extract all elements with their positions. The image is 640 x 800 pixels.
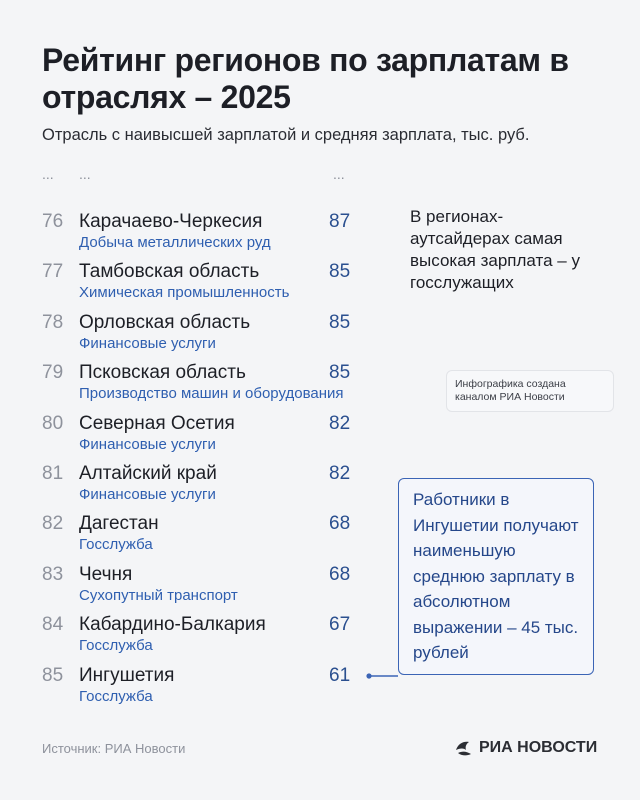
ranking-row <box>0 410 400 460</box>
region-name: Карачаево-Черкесия <box>79 211 263 232</box>
industry-name: Финансовые услуги <box>79 435 216 453</box>
rank-number: 79 <box>42 362 64 384</box>
page-title: Рейтинг регионов по зарплатам в отраслях – 2025 <box>42 42 569 115</box>
rank-number: 81 <box>42 463 64 484</box>
region-ellipsis: ... <box>79 166 91 182</box>
region-name: Ингушетия <box>79 664 175 686</box>
ranking-row <box>0 460 400 510</box>
ranking-row <box>0 561 400 611</box>
region-name: Северная Осетия <box>79 412 235 434</box>
page-subtitle: Отрасль с наивысшей зарплатой и средняя зарплата, тыс. руб. <box>42 126 530 144</box>
side-note: В регионах-аутсайдерах самая высокая зарплата – у госслужащих <box>410 207 580 292</box>
rank-number: 78 <box>42 311 64 333</box>
region-name: Орловская область <box>79 311 251 333</box>
ranking-row <box>0 662 400 712</box>
salary-value: 85 <box>329 261 351 283</box>
ranking-row <box>0 309 400 359</box>
callout-connector <box>366 671 398 681</box>
salary-value: 85 <box>329 362 351 384</box>
industry-name: Госслужба <box>79 536 153 554</box>
industry-name: Химическая промышленность <box>79 284 290 302</box>
rank-number: 82 <box>42 513 64 535</box>
salary-value: 87 <box>329 211 351 232</box>
region-name: Псковская область <box>79 362 246 384</box>
credit-note: Инфографика создана каналом РИА Новости <box>446 370 614 412</box>
rank-number: 85 <box>42 664 64 686</box>
industry-name: Финансовые услуги <box>79 334 216 352</box>
source-note: Источник: РИА Новости <box>42 741 186 756</box>
rank-number: 84 <box>42 614 64 636</box>
region-name: Дагестан <box>79 513 159 535</box>
salary-value: 85 <box>329 311 351 333</box>
salary-value: 61 <box>329 664 351 686</box>
ranking-row <box>0 359 400 409</box>
industry-name: Производство машин и оборудования <box>79 385 344 403</box>
brand-logo <box>454 738 597 758</box>
industry-name: Госслужба <box>79 637 153 655</box>
salary-value: 67 <box>329 614 351 636</box>
ranking-row <box>0 208 400 258</box>
rank-number: 83 <box>42 563 64 585</box>
industry-name: Добыча металлических руд <box>79 234 271 251</box>
industry-name: Финансовые услуги <box>79 486 216 503</box>
value-ellipsis: ... <box>333 166 345 182</box>
ingushetia-callout: Работники в Ингушетии получают наименьшую среднюю зарплату в абсолютном выражении – 45 тыс. рублей <box>398 478 594 675</box>
rank-number: 80 <box>42 412 64 434</box>
ria-logo-icon <box>454 738 474 758</box>
salary-value: 68 <box>329 563 351 585</box>
rank-number: 77 <box>42 261 64 283</box>
region-name: Кабардино-Балкария <box>79 614 266 636</box>
region-name: Чечня <box>79 563 133 585</box>
industry-name: Сухопутный транспорт <box>79 586 238 604</box>
rank-number: 76 <box>42 211 64 232</box>
salary-value: 82 <box>329 463 351 484</box>
industry-name: Госслужба <box>79 687 153 705</box>
ranking-row <box>0 258 400 308</box>
ranking-row <box>0 510 400 560</box>
brand-name: РИА НОВОСТИ <box>479 739 598 756</box>
salary-value: 68 <box>329 513 351 535</box>
ranking-row <box>0 611 400 661</box>
salary-value: 82 <box>329 412 351 434</box>
region-name: Алтайский край <box>79 463 217 484</box>
region-name: Тамбовская область <box>79 261 260 283</box>
rank-ellipsis: ... <box>42 166 54 182</box>
